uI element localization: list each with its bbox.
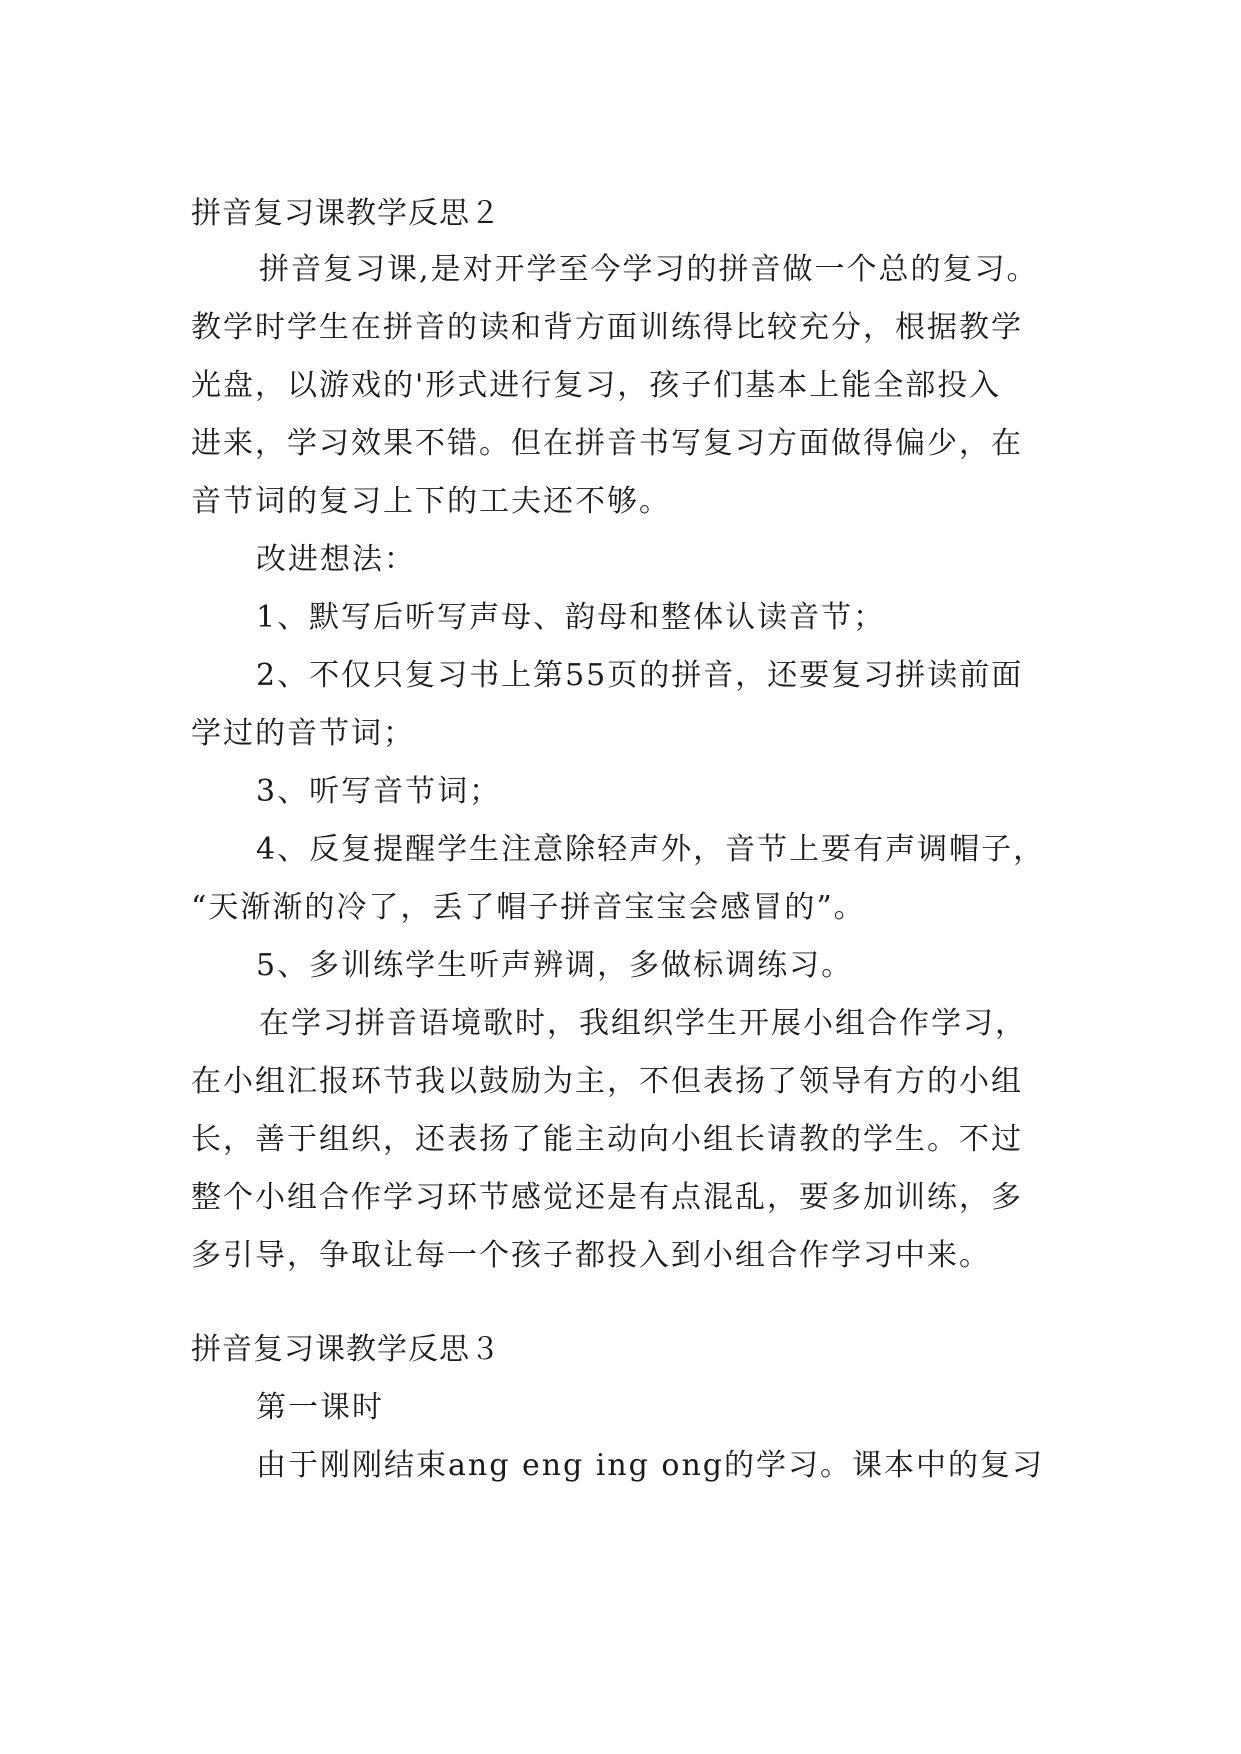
- list-item-continuation: “天渐渐的冷了，丢了帽子拼音宝宝会感冒的”。: [191, 890, 866, 925]
- list-item: 2、不仅只复习书上第55页的拼音，还要复习拼读前面: [256, 658, 1024, 693]
- paragraph-line: 长，善于组织，还表扬了能主动向小组长请教的学生。不过: [191, 1122, 1023, 1157]
- list-item: 5、多训练学生听声辨调，多做标调练习。: [256, 948, 854, 983]
- paragraph-line: 光盘，以游戏的'形式进行复习，孩子们基本上能全部投入: [191, 368, 1002, 403]
- paragraph-line: 由于刚刚结束ang eng ing ong的学习。课本中的复习: [256, 1448, 1045, 1483]
- paragraph-line: 在小组汇报环节我以鼓励为主，不但表扬了领导有方的小组: [191, 1064, 1023, 1099]
- list-item-continuation: 学过的音节词；: [191, 716, 415, 751]
- subheading: 改进想法：: [256, 542, 416, 577]
- paragraph-line: 拼音复习课,是对开学至今学习的拼音做一个总的复习。: [259, 252, 1039, 287]
- paragraph-line: 进来，学习效果不错。但在拼音书写复习方面做得偏少，在: [191, 426, 1023, 461]
- paragraph-line: 音节词的复习上下的工夫还不够。: [191, 484, 671, 519]
- list-item: 3、听写音节词；: [256, 774, 502, 809]
- paragraph-line: 整个小组合作学习环节感觉还是有点混乱，要多加训练，多: [191, 1180, 1023, 1215]
- subheading: 第一课时: [256, 1390, 384, 1425]
- paragraph-line: 在学习拼音语境歌时，我组织学生开展小组合作学习，: [259, 1006, 1027, 1041]
- paragraph-line: 多引导，争取让每一个孩子都投入到小组合作学习中来。: [191, 1238, 991, 1273]
- section-title: 拼音复习课教学反思２: [191, 196, 501, 231]
- paragraph-line: 教学时学生在拼音的读和背方面训练得比较充分，根据教学: [191, 310, 1023, 345]
- section-title: 拼音复习课教学反思３: [191, 1332, 501, 1367]
- list-item: 1、默写后听写声母、韵母和整体认读音节；: [256, 600, 886, 635]
- list-item: 4、反复提醒学生注意除轻声外，音节上要有声调帽子，: [256, 832, 1046, 867]
